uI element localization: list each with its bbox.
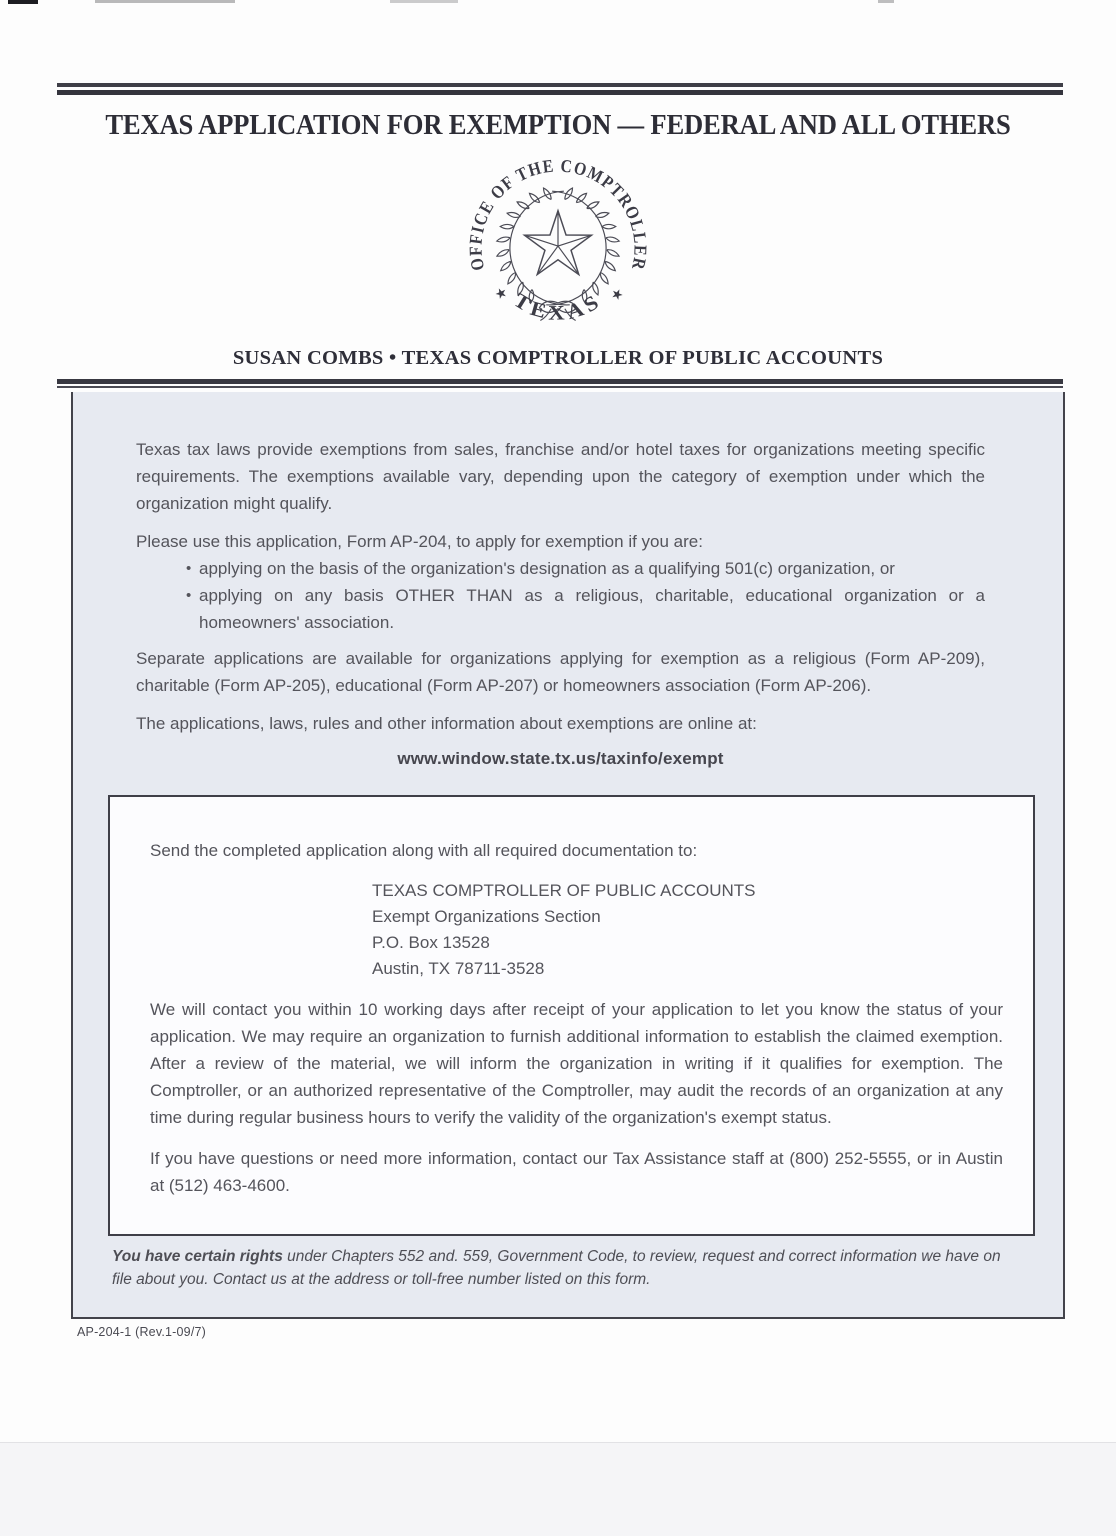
scan-bottom-shade [0,1442,1116,1536]
address-line: Austin, TX 78711-3528 [372,959,545,978]
seal-star-right-icon: ★ [608,284,626,305]
online-info-paragraph: The applications, laws, rules and other information about exemptions are online at: [136,714,757,733]
bullet-item: • applying on the basis of the organization's designation as a qualifying 501(c) organization, or [186,555,985,582]
bullet-item: • applying on any basis OTHER THAN as a religious, charitable, educational organization or a homeowners' association. [186,582,985,636]
address-line: TEXAS COMPTROLLER OF PUBLIC ACCOUNTS [372,881,756,900]
send-instruction: Send the completed application along with all required documentation to: [150,841,698,860]
seal-bottom-text: TEXAS [509,289,605,325]
instructions-panel [71,392,1065,1319]
seal-graphic [460,150,656,346]
comptroller-subtitle: SUSAN COMBS • TEXAS COMPTROLLER OF PUBLIC ACCOUNTS [232,347,884,369]
contact-paragraph: We will contact you within 10 working days after receipt of your application to let you know the status of your application. We may require an organization to furnish additional information to establish the claimed exemption. After a review of the material, we will inform the organization in writing if it qualifies for exemption. The Comptroller, or an authorized representative of the Comptroller, may audit the records of an organization at any time during regular business hours to verify the validity of the organization's exempt status. [150,1000,1003,1127]
seal-star-left-icon: ★ [492,283,511,304]
use-application-lead: Please use this application, Form AP-204, to apply for exemption if you are: [136,532,703,551]
separate-applications-paragraph: Separate applications are available for organizations applying for exemption as a religious (Form AP-209), charitable (Form AP-205), educational (Form AP-207) or homeowners association (Form AP-206). [136,649,985,695]
seal-ring-text: OFFICE OF THE COMPTROLLER [465,155,651,275]
questions-paragraph: If you have questions or need more information, contact our Tax Assistance staff at (800) 252-5555, or in Austin at (512) 463-4600. [150,1149,1003,1195]
rights-notice [112,1245,1010,1291]
scan-artifact [8,0,38,4]
page-title: TEXAS APPLICATION FOR EXEMPTION — FEDERAL AND ALL OTHERS [105,110,1011,141]
address-line: P.O. Box 13528 [372,933,490,952]
scan-artifact [95,0,235,3]
form-number: AP-204-1 (Rev.1-09/7) [77,1325,207,1339]
scan-artifact [878,0,894,3]
mid-double-rule [57,379,1063,388]
mailing-info-box [108,795,1035,1236]
exemption-url: www.window.state.tx.us/taxinfo/exempt [397,749,724,768]
address-line: Exempt Organizations Section [372,907,601,926]
intro-paragraph: Texas tax laws provide exemptions from sales, franchise and/or hotel taxes for organizations meeting specific requirements. The exemptions available vary, depending upon the category of exemption under which the organization might qualify. [136,440,985,513]
scan-artifact [390,0,458,3]
rights-bold-lead: You have certain rights [112,1248,283,1265]
qualification-bullets [136,555,985,636]
top-double-rule [57,83,1063,95]
mailing-address [372,878,1003,982]
rights-text: under Chapters 552 and. 559, Government Code, to review, request and correct information we have on file about you. Contact us at the address or toll-free number listed on this form. [112,1248,1001,1288]
comptroller-seal [460,150,656,351]
